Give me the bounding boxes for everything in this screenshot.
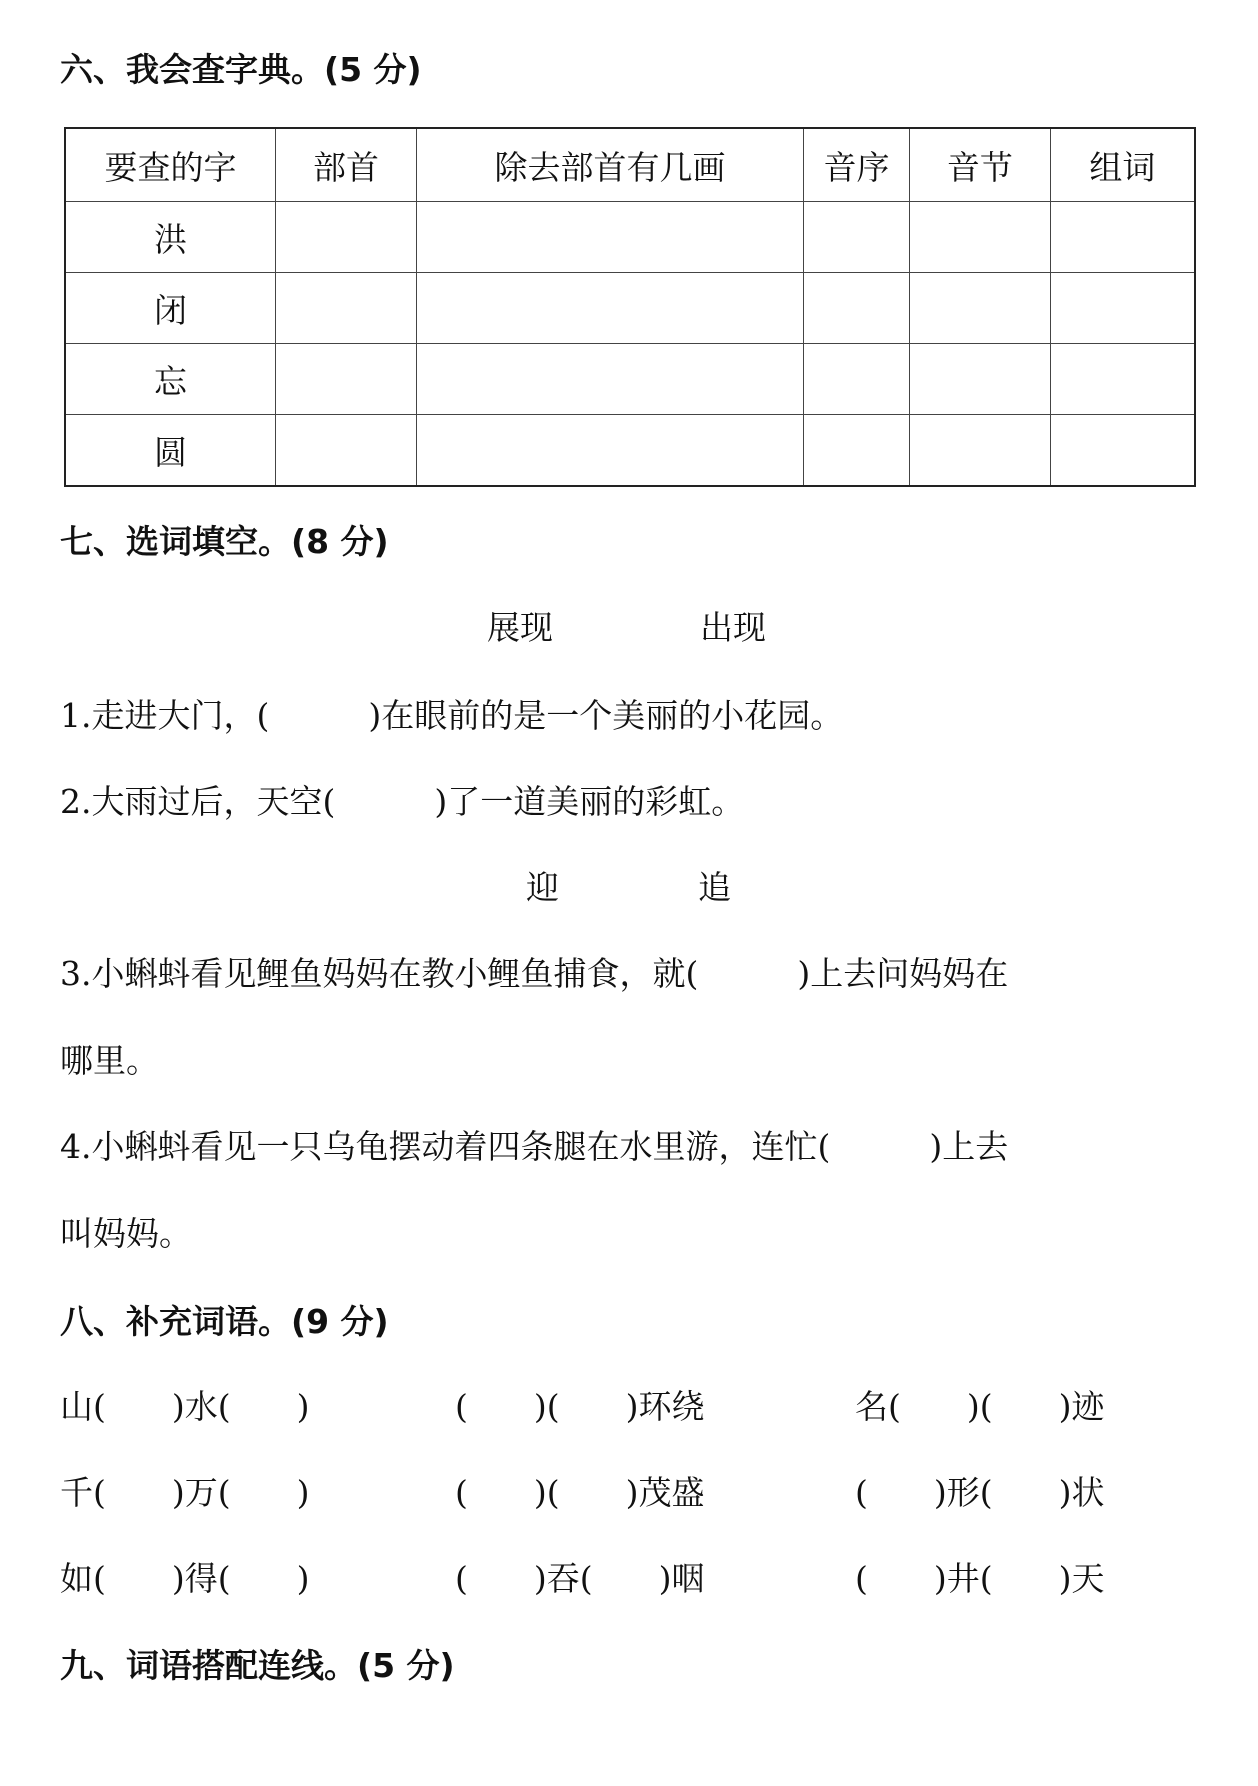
question-1: 1.走进大门，( )在眼前的是一个美丽的小花园。	[60, 696, 844, 735]
answer-cell[interactable]	[276, 273, 417, 344]
header-cell: 部首	[276, 128, 417, 202]
answer-cell[interactable]	[804, 344, 910, 415]
answer-cell[interactable]	[276, 344, 417, 415]
table-row	[65, 415, 1195, 487]
table-row	[65, 202, 1195, 273]
dictionary-table	[64, 127, 1196, 487]
answer-cell[interactable]	[1050, 344, 1195, 415]
header-cell: 组词	[1050, 128, 1195, 202]
idiom-fill: ( )井( )天	[855, 1559, 1105, 1598]
question-3: 3.小蝌蚪看见鲤鱼妈妈在教小鲤鱼捕食，就( )上去问妈妈在	[60, 954, 1009, 993]
table-row	[65, 273, 1195, 344]
idiom-fill: ( )( )茂盛	[455, 1473, 705, 1512]
word-choice: 出现	[700, 608, 766, 647]
answer-cell[interactable]	[276, 415, 417, 487]
answer-cell[interactable]	[416, 202, 803, 273]
header-cell: 要查的字	[65, 128, 276, 202]
header-cell: 音序	[804, 128, 910, 202]
answer-cell[interactable]	[804, 415, 910, 487]
answer-cell[interactable]	[416, 273, 803, 344]
idiom-fill: 名( )( )迹	[855, 1387, 1105, 1426]
question-2: 2.大雨过后，天空( )了一道美丽的彩虹。	[60, 782, 745, 821]
table-row	[65, 344, 1195, 415]
question-3-continuation: 哪里。	[60, 1041, 159, 1080]
answer-cell[interactable]	[909, 202, 1050, 273]
answer-cell[interactable]	[276, 202, 417, 273]
answer-cell[interactable]	[416, 415, 803, 487]
header-cell: 除去部首有几画	[416, 128, 803, 202]
word-choice: 追	[698, 868, 731, 907]
section-9-title: 九、词语搭配连线。(5 分)	[60, 1646, 455, 1685]
answer-cell[interactable]	[416, 344, 803, 415]
idiom-fill: ( )形( )状	[855, 1473, 1105, 1512]
answer-cell[interactable]	[909, 415, 1050, 487]
section-6-title: 六、我会查字典。(5 分)	[60, 50, 422, 89]
character-cell: 闭	[65, 273, 276, 344]
answer-cell[interactable]	[1050, 273, 1195, 344]
question-4-continuation: 叫妈妈。	[60, 1214, 192, 1253]
idiom-fill: ( )( )环绕	[455, 1387, 705, 1426]
idiom-fill: ( )吞( )咽	[455, 1559, 705, 1598]
answer-cell[interactable]	[909, 344, 1050, 415]
section-8-title: 八、补充词语。(9 分)	[60, 1302, 389, 1341]
section-7-title: 七、选词填空。(8 分)	[60, 522, 389, 561]
header-cell: 音节	[909, 128, 1050, 202]
idiom-fill: 山( )水( )	[60, 1387, 310, 1426]
character-cell: 洪	[65, 202, 276, 273]
word-choice: 迎	[526, 868, 559, 907]
character-cell: 圆	[65, 415, 276, 487]
idiom-fill: 如( )得( )	[60, 1559, 310, 1598]
table-header-row	[65, 128, 1195, 202]
answer-cell[interactable]	[1050, 202, 1195, 273]
word-choice: 展现	[487, 608, 553, 647]
answer-cell[interactable]	[804, 273, 910, 344]
answer-cell[interactable]	[909, 273, 1050, 344]
question-4: 4.小蝌蚪看见一只乌龟摆动着四条腿在水里游，连忙( )上去	[60, 1127, 1009, 1166]
answer-cell[interactable]	[804, 202, 910, 273]
answer-cell[interactable]	[1050, 415, 1195, 487]
character-cell: 忘	[65, 344, 276, 415]
idiom-fill: 千( )万( )	[60, 1473, 310, 1512]
